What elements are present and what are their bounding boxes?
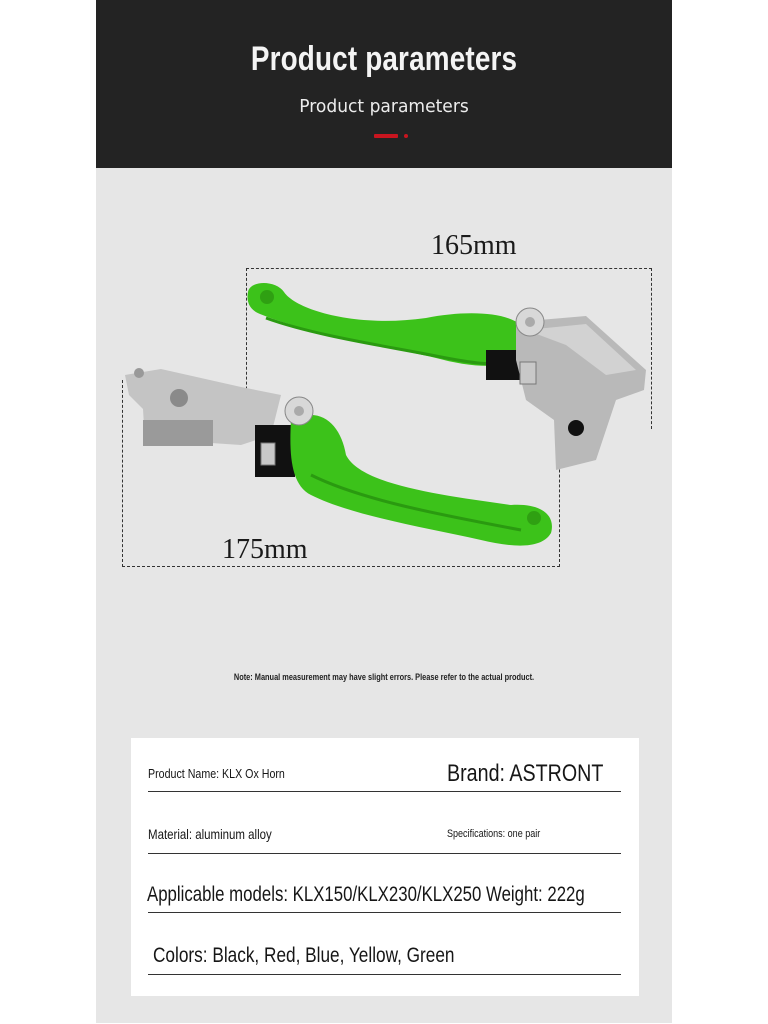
spec-card bbox=[131, 738, 639, 996]
measurement-note: Note: Manual measurement may have slight errors. Please refer to the actual product. bbox=[233, 672, 535, 682]
dimension-175: 175mm bbox=[218, 534, 312, 566]
spec-row-2 bbox=[148, 791, 621, 854]
accent-bar bbox=[374, 134, 398, 138]
header-banner bbox=[96, 0, 672, 168]
colors: Colors: Black, Red, Blue, Yellow, Green bbox=[153, 944, 455, 967]
product-page bbox=[96, 0, 672, 1023]
dimension-165: 165mm bbox=[431, 230, 517, 261]
page-subtitle: Product parameters bbox=[299, 96, 469, 117]
applicable-models-weight: Applicable models: KLX150/KLX230/KLX250 Weight: 222g bbox=[147, 883, 585, 906]
material: Material: aluminum alloy bbox=[148, 826, 272, 842]
brand: Brand: ASTRONT bbox=[447, 760, 604, 787]
page-title: Product parameters bbox=[250, 40, 518, 78]
accent-dot bbox=[404, 134, 408, 138]
product-name: Product Name: KLX Ox Horn bbox=[148, 766, 285, 781]
specifications: Specifications: one pair bbox=[447, 828, 541, 840]
bottom-lever-image bbox=[121, 365, 561, 565]
